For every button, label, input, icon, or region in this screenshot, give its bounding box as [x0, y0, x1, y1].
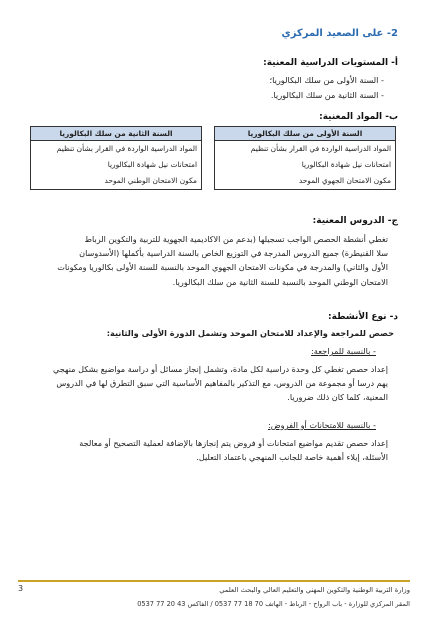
- footer-ministry-name: وزارة التربية الوطنية والتكوين المهني والتعليم العالي والبحث العلمي: [219, 586, 410, 594]
- level-item-second: - السنة الثانية من سلك البكالوريا.: [270, 90, 384, 100]
- lessons-paragraph: [28, 232, 388, 289]
- table-cell: المواد الدراسية الواردة في القرار بشأن تنظيم: [31, 141, 202, 158]
- paragraph-line: إعداد حصص تغطي كل وحدة دراسية لكل مادة، وتشمل إنجاز مسائل أو دراسة مواضيع بشكل منهجي: [53, 364, 388, 374]
- exams-paragraph: [28, 436, 388, 464]
- table-cell: امتحانات نيل شهادة البكالوريا: [31, 157, 202, 173]
- page-number: 3: [18, 584, 24, 593]
- paragraph-line: الأسئلة، إيلاء أهمية خاصة للجانب المنهجي باعتماد التعليل.: [196, 452, 388, 463]
- review-paragraph: [28, 362, 388, 405]
- table-cell: مكون الامتحان الوطني الموحد: [31, 173, 202, 190]
- table-cell: امتحانات نيل شهادة البكالوريا: [215, 157, 396, 173]
- exams-heading: - بالنسبة للامتحانات أو الفروض:: [267, 420, 376, 430]
- table-second-year-header: السنة الثانية من سلك البكالوريا: [31, 127, 202, 141]
- paragraph-line: تغطي أنشطة الحصص الواجب تسجيلها (بدعم من الاكاديمية الجهوية للتربية والتكوين الرباط: [84, 234, 388, 244]
- table-cell: المواد الدراسية الواردة في القرار بشأن تنظيم: [215, 141, 396, 158]
- page-footer: [18, 580, 410, 618]
- table-cell: مكون الامتحان الجهوي الموحد: [215, 173, 396, 190]
- table-first-year: [214, 126, 396, 190]
- paragraph-line: المعنية، كلما كان ذلك ضروريا.: [287, 392, 388, 403]
- paragraph-line: الامتحان الوطني الموحد بالنسبة للسنة الثانية من سلك البكالوريا.: [172, 276, 388, 287]
- footer-divider: [18, 580, 410, 582]
- subjects-heading: ب- المواد المعنية:: [319, 112, 398, 122]
- footer-address: المقر المركزي للوزارة - باب الرواح - الرباط - الهاتف 70 18 77 0537 / الفاكس 43 20 77 0537: [137, 600, 410, 608]
- section-title: 2- على الصعيد المركزي: [281, 28, 398, 39]
- level-item-first: - السنة الأولى من سلك البكالوريا؛: [269, 75, 384, 85]
- paragraph-line: الأول والثاني) والمدرجة في مكونات الامتحان الجهوي الموحد بالنسبة للسنة الأولى بكالوريا ومكونات: [57, 262, 388, 273]
- table-first-year-header: السنة الأولى من سلك البكالوريا: [215, 127, 396, 141]
- levels-heading: أ- المستويات الدراسية المعنية:: [263, 58, 398, 68]
- paragraph-line: يهم درسا أو مجموعة من الدروس، مع التذكير بالمفاهيم الأساسية التي سبق التطرق لها في الدروس: [56, 378, 388, 389]
- activities-heading: د- نوع الأنشطة:: [328, 312, 398, 322]
- activities-intro: حصص للمراجعة والإعداد للامتحان الموحد وتشمل الدورة الأولى والثانية:: [106, 328, 394, 338]
- lessons-heading: ج- الدروس المعنية:: [312, 216, 398, 226]
- table-second-year: [30, 126, 202, 190]
- paragraph-line: إعداد حصص تقديم مواضيع امتحانات أو فروض يتم إنجازها بالإضافة لعملية التصحيح أو معالجة: [79, 438, 388, 448]
- review-heading: - بالنسبة للمراجعة:: [311, 346, 376, 356]
- paragraph-line: سلا القنيطرة) جميع الدروس المدرجة في التوزيع الخاص بالسنة الدراسية بأكملها (الأسدوسان: [79, 248, 388, 259]
